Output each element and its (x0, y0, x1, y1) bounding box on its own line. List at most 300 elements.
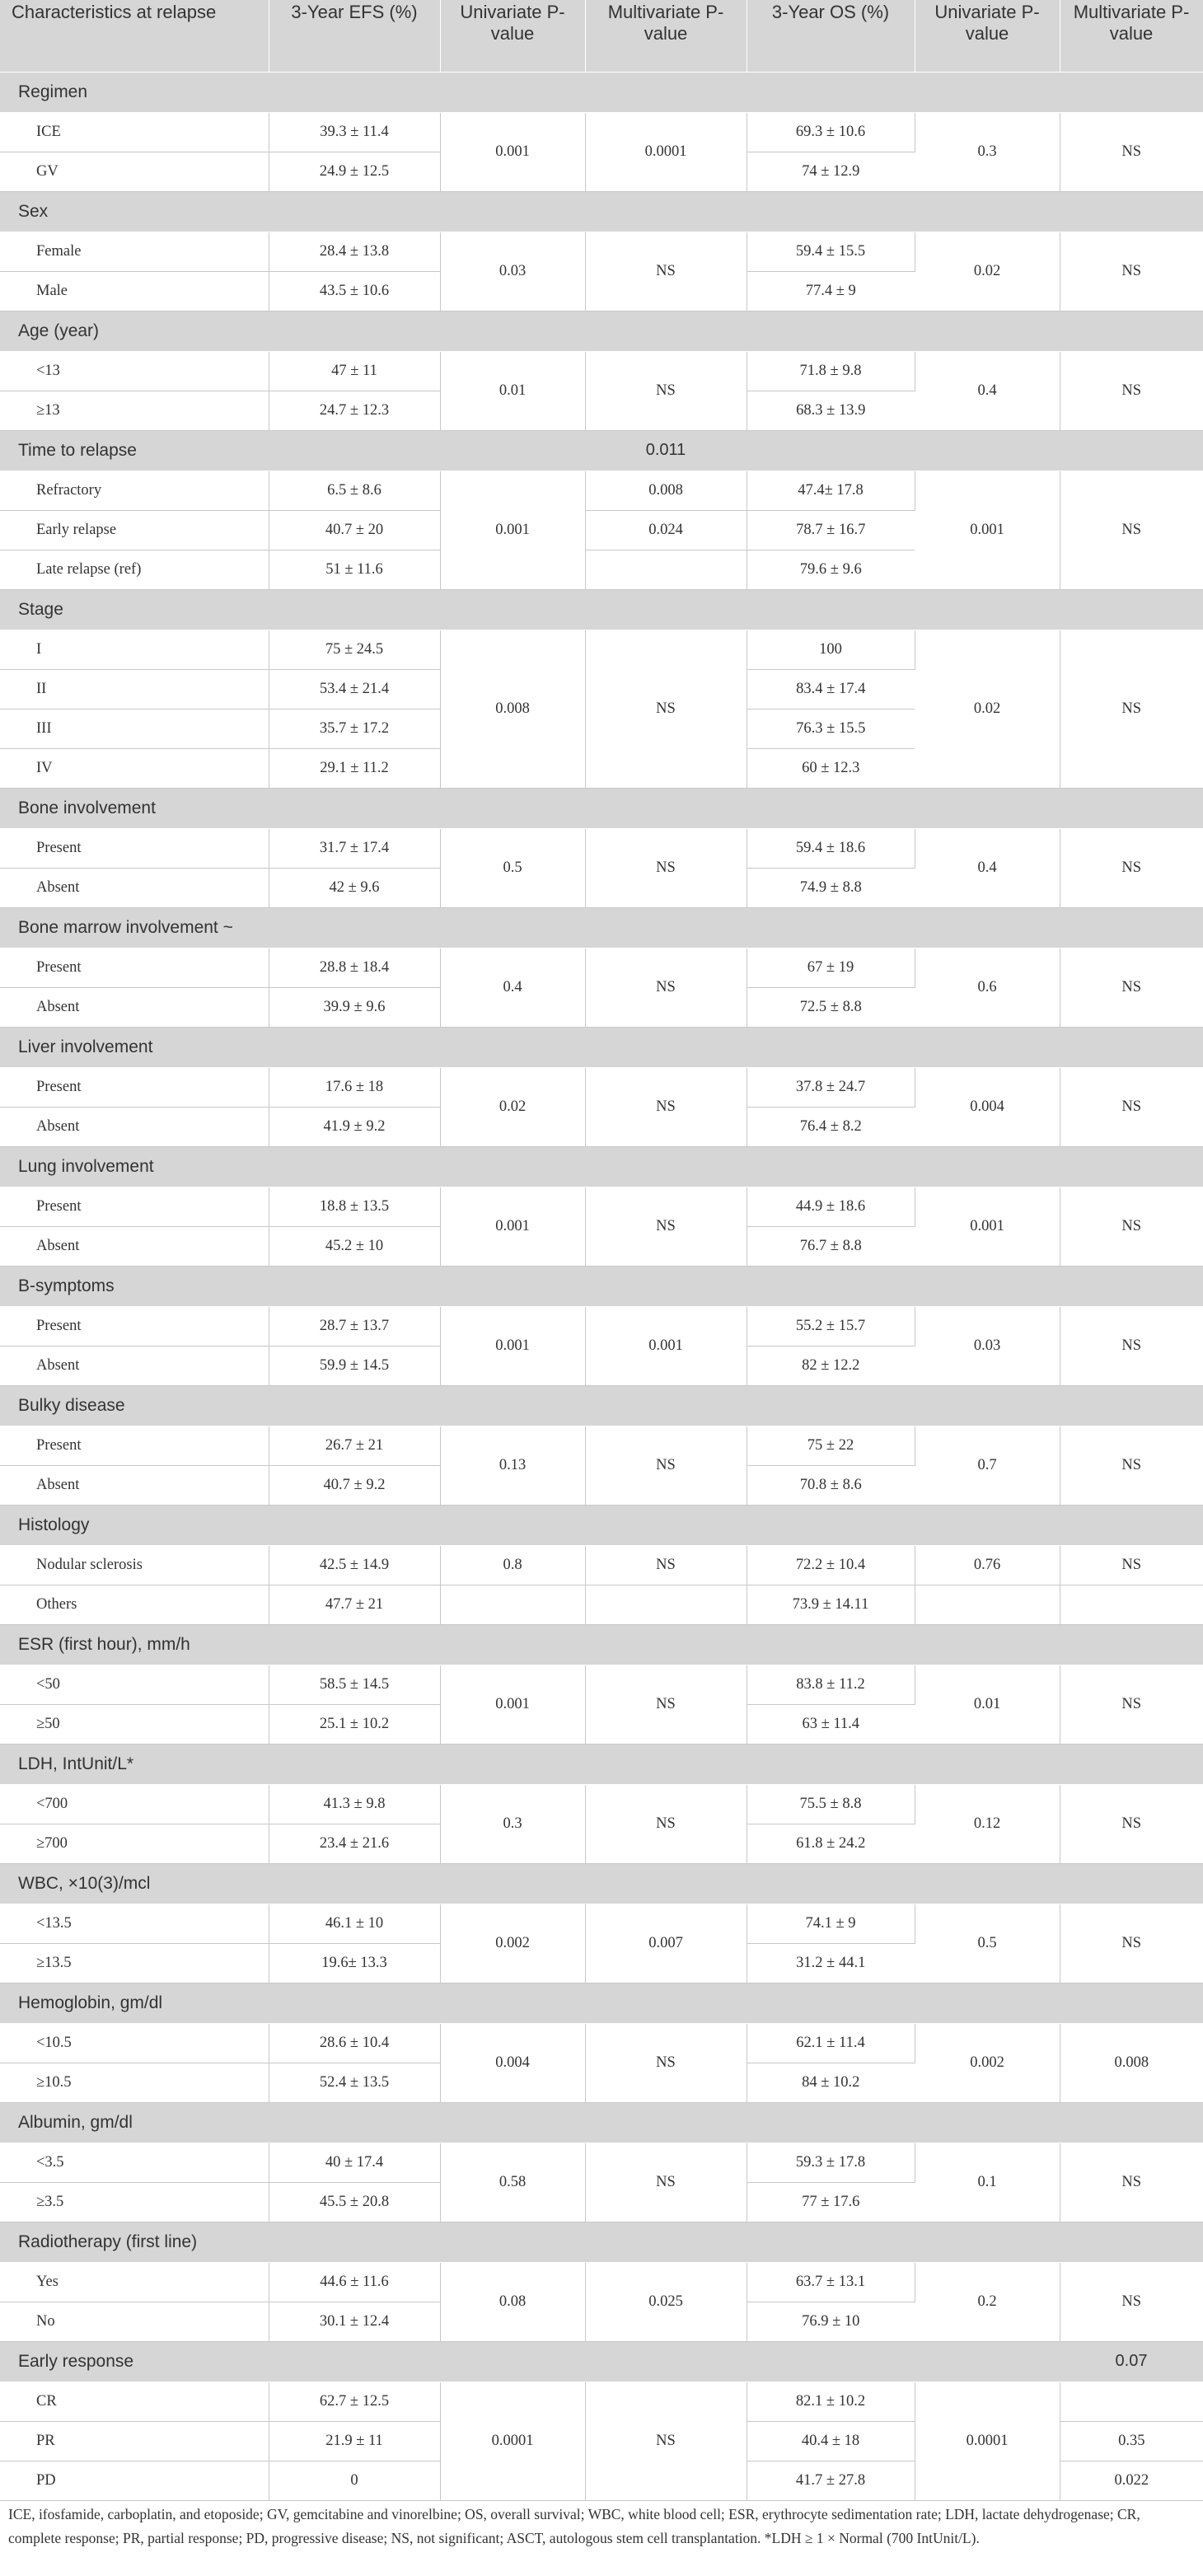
row-label: ≥3.5 (0, 2182, 269, 2222)
row-label: IV (0, 748, 269, 788)
efs-value: 25.1 ± 10.2 (269, 1704, 440, 1744)
efs-univariate-p: 0.001 (440, 1665, 585, 1744)
section-header-row (0, 907, 1203, 948)
section-title: Hemoglobin, gm/dl (0, 1983, 585, 2023)
table-row (0, 2023, 1203, 2063)
row-label: Yes (0, 2262, 269, 2302)
efs-value: 46.1 ± 10 (269, 1904, 440, 1943)
efs-value: 31.7 ± 17.4 (269, 828, 440, 868)
row-label: ≥10.5 (0, 2063, 269, 2102)
os-multivariate-p: NS (1060, 2262, 1203, 2341)
os-value: 72.2 ± 10.4 (747, 1545, 915, 1585)
efs-univariate-p: 0.001 (440, 112, 585, 191)
os-multivariate-p (1060, 1585, 1203, 1624)
section-multivariate-value (585, 311, 747, 351)
os-value: 41.7 ± 27.8 (747, 2461, 915, 2500)
row-label: Present (0, 1426, 269, 1465)
section-blank-cell (747, 1863, 915, 1904)
row-label: Absent (0, 1226, 269, 1266)
os-value: 77 ± 17.6 (747, 2182, 915, 2222)
header-os: 3-Year OS (%) (747, 0, 915, 72)
section-header-row (0, 589, 1203, 630)
os-value: 76.4 ± 8.2 (747, 1107, 915, 1146)
section-os-multivariate-value (1060, 1983, 1203, 2023)
section-blank-cell (915, 907, 1060, 948)
section-title: Lung involvement (0, 1146, 585, 1187)
row-label: I (0, 630, 269, 669)
section-blank-cell (747, 430, 915, 471)
row-label: PR (0, 2421, 269, 2461)
os-value: 77.4 ± 9 (747, 271, 915, 311)
section-multivariate-value (585, 1385, 747, 1426)
efs-value: 28.4 ± 13.8 (269, 232, 440, 271)
section-multivariate-value (585, 2102, 747, 2143)
efs-value: 45.5 ± 20.8 (269, 2182, 440, 2222)
row-label: ≥13 (0, 391, 269, 430)
os-value: 40.4 ± 18 (747, 2421, 915, 2461)
efs-value: 35.7 ± 17.2 (269, 709, 440, 748)
os-multivariate-p: NS (1060, 471, 1203, 589)
os-value: 47.4± 17.8 (747, 471, 915, 510)
os-multivariate-p: NS (1060, 1306, 1203, 1385)
os-univariate-p: 0.2 (915, 2262, 1060, 2341)
os-value: 63 ± 11.4 (747, 1704, 915, 1744)
os-value: 73.9 ± 14.11 (747, 1585, 915, 1624)
os-univariate-p: 0.4 (915, 828, 1060, 907)
os-multivariate-p: NS (1060, 1545, 1203, 1585)
section-header-row (0, 1027, 1203, 1067)
section-os-multivariate-value (1060, 1385, 1203, 1426)
os-value: 61.8 ± 24.2 (747, 1824, 915, 1863)
os-value: 55.2 ± 15.7 (747, 1306, 915, 1346)
efs-value: 47.7 ± 21 (269, 1585, 440, 1624)
section-title: WBC, ×10(3)/mcl (0, 1863, 585, 1904)
efs-value: 47 ± 11 (269, 351, 440, 391)
section-multivariate-value (585, 1266, 747, 1306)
table-row (0, 232, 1203, 271)
os-multivariate-p: 0.35 (1060, 2421, 1203, 2461)
os-value: 74.1 ± 9 (747, 1904, 915, 1943)
table-footnote: ICE, ifosfamide, carboplatin, and etoposide; GV, gemcitabine and vinorelbine; OS, overall survival; WBC, white blood cell; ESR, erythrocyte sedimentation rate; LDH, lactate dehydrogenase; CR, complete response; PR, partial response; PD, progressive disease; NS, not significant; ASCT, autologous stem cell transplantation. *LDH ≥ 1 × Normal (700 IntUnit/L). (8, 2505, 1140, 2546)
section-blank-cell (747, 589, 915, 630)
efs-value: 39.3 ± 11.4 (269, 112, 440, 152)
row-label: Nodular sclerosis (0, 1545, 269, 1585)
row-label: Female (0, 232, 269, 271)
section-header-row (0, 2222, 1203, 2262)
efs-multivariate-p: 0.008 (585, 471, 747, 510)
section-title: Albumin, gm/dl (0, 2102, 585, 2143)
efs-value: 53.4 ± 21.4 (269, 669, 440, 709)
os-multivariate-p: NS (1060, 232, 1203, 311)
section-title: Histology (0, 1505, 585, 1545)
section-os-multivariate-value (1060, 1146, 1203, 1187)
efs-multivariate-p: NS (585, 1665, 747, 1744)
efs-univariate-p: 0.03 (440, 232, 585, 311)
row-label: Absent (0, 1346, 269, 1385)
os-value: 59.4 ± 15.5 (747, 232, 915, 271)
row-label: II (0, 669, 269, 709)
efs-value: 40.7 ± 9.2 (269, 1465, 440, 1505)
section-blank-cell (747, 1385, 915, 1426)
table-row (0, 2382, 1203, 2421)
row-label: <3.5 (0, 2143, 269, 2182)
section-os-multivariate-value (1060, 72, 1203, 112)
os-univariate-p: 0.03 (915, 1306, 1060, 1385)
os-multivariate-p: NS (1060, 112, 1203, 191)
os-univariate-p: 0.12 (915, 1784, 1060, 1863)
efs-value: 18.8 ± 13.5 (269, 1187, 440, 1226)
table-header-row (0, 0, 1203, 72)
os-value: 74 ± 12.9 (747, 152, 915, 191)
efs-value: 39.9 ± 9.6 (269, 987, 440, 1027)
table-row (0, 630, 1203, 669)
section-os-multivariate-value (1060, 1624, 1203, 1665)
section-os-multivariate-value (1060, 1505, 1203, 1545)
section-header-row (0, 1744, 1203, 1784)
section-blank-cell (915, 1027, 1060, 1067)
os-multivariate-p: 0.008 (1060, 2023, 1203, 2102)
os-multivariate-p: NS (1060, 828, 1203, 907)
os-value: 79.6 ± 9.6 (747, 550, 915, 589)
os-univariate-p: 0.001 (915, 1187, 1060, 1266)
efs-multivariate-p: 0.001 (585, 1306, 747, 1385)
efs-multivariate-p: 0.024 (585, 510, 747, 550)
efs-value: 51 ± 11.6 (269, 550, 440, 589)
os-value: 31.2 ± 44.1 (747, 1943, 915, 1983)
section-header-row (0, 1146, 1203, 1187)
efs-multivariate-p: NS (585, 1784, 747, 1863)
section-multivariate-value (585, 589, 747, 630)
section-header-row (0, 1863, 1203, 1904)
table-row (0, 1067, 1203, 1107)
section-blank-cell (747, 1146, 915, 1187)
os-value: 69.3 ± 10.6 (747, 112, 915, 152)
os-value: 74.9 ± 8.8 (747, 868, 915, 907)
row-label: Early relapse (0, 510, 269, 550)
section-header-row (0, 1983, 1203, 2023)
efs-multivariate-p: NS (585, 2143, 747, 2222)
os-univariate-p: 0.02 (915, 630, 1060, 788)
table-row (0, 351, 1203, 391)
section-blank-cell (747, 907, 915, 948)
os-univariate-p: 0.4 (915, 351, 1060, 430)
section-multivariate-value (585, 1863, 747, 1904)
efs-value: 17.6 ± 18 (269, 1067, 440, 1107)
section-header-row (0, 311, 1203, 351)
section-blank-cell (915, 1983, 1060, 2023)
os-value: 76.7 ± 8.8 (747, 1226, 915, 1266)
efs-value: 0 (269, 2461, 440, 2500)
table-row (0, 1784, 1203, 1824)
os-univariate-p: 0.6 (915, 948, 1060, 1027)
efs-value: 52.4 ± 13.5 (269, 2063, 440, 2102)
efs-multivariate-p: NS (585, 2382, 747, 2500)
efs-univariate-p: 0.5 (440, 828, 585, 907)
efs-value: 42.5 ± 14.9 (269, 1545, 440, 1585)
section-title: Bulky disease (0, 1385, 585, 1426)
table-row (0, 948, 1203, 987)
section-os-multivariate-value (1060, 191, 1203, 232)
section-blank-cell (915, 1744, 1060, 1784)
section-blank-cell (747, 311, 915, 351)
header-os-multivariate: Multivariate P-value (1060, 0, 1203, 72)
section-blank-cell (747, 1266, 915, 1306)
os-univariate-p: 0.1 (915, 2143, 1060, 2222)
section-title: Early response (0, 2341, 585, 2382)
os-univariate-p: 0.5 (915, 1904, 1060, 1983)
efs-multivariate-p: NS (585, 1426, 747, 1505)
section-header-row (0, 1505, 1203, 1545)
table-row (0, 1585, 1203, 1624)
efs-value: 29.1 ± 11.2 (269, 748, 440, 788)
section-header-row (0, 430, 1203, 471)
efs-value: 21.9 ± 11 (269, 2421, 440, 2461)
section-os-multivariate-value (1060, 907, 1203, 948)
header-efs-univariate: Univariate P-value (440, 0, 585, 72)
section-os-multivariate-value (1060, 311, 1203, 351)
row-label: III (0, 709, 269, 748)
efs-value: 30.1 ± 12.4 (269, 2302, 440, 2341)
efs-univariate-p: 0.002 (440, 1904, 585, 1983)
row-label: Absent (0, 1465, 269, 1505)
section-multivariate-value (585, 788, 747, 828)
section-blank-cell (915, 1624, 1060, 1665)
os-multivariate-p: NS (1060, 1904, 1203, 1983)
section-os-multivariate-value (1060, 788, 1203, 828)
section-header-row (0, 788, 1203, 828)
efs-value: 41.9 ± 9.2 (269, 1107, 440, 1146)
section-header-row (0, 1266, 1203, 1306)
efs-value: 28.6 ± 10.4 (269, 2023, 440, 2063)
os-value: 63.7 ± 13.1 (747, 2262, 915, 2302)
header-efs-multivariate: Multivariate P-value (585, 0, 747, 72)
row-label: Male (0, 271, 269, 311)
row-label: Present (0, 1067, 269, 1107)
efs-multivariate-p (585, 550, 747, 589)
section-title: Stage (0, 589, 585, 630)
os-value: 100 (747, 630, 915, 669)
section-multivariate-value (585, 1624, 747, 1665)
os-univariate-p: 0.002 (915, 2023, 1060, 2102)
efs-value: 43.5 ± 10.6 (269, 271, 440, 311)
row-label: <50 (0, 1665, 269, 1704)
efs-value: 75 ± 24.5 (269, 630, 440, 669)
efs-multivariate-p: NS (585, 2023, 747, 2102)
efs-value: 40 ± 17.4 (269, 2143, 440, 2182)
section-os-multivariate-value (1060, 1266, 1203, 1306)
os-multivariate-p: NS (1060, 630, 1203, 788)
row-label: Present (0, 1306, 269, 1346)
table-row (0, 1904, 1203, 1943)
efs-value: 23.4 ± 21.6 (269, 1824, 440, 1863)
section-blank-cell (915, 1863, 1060, 1904)
row-label: <10.5 (0, 2023, 269, 2063)
header-characteristics: Characteristics at relapse (0, 0, 269, 72)
os-value: 83.8 ± 11.2 (747, 1665, 915, 1704)
efs-univariate-p: 0.3 (440, 1784, 585, 1863)
row-label: Absent (0, 987, 269, 1027)
efs-value: 24.9 ± 12.5 (269, 152, 440, 191)
os-value: 82 ± 12.2 (747, 1346, 915, 1385)
section-blank-cell (915, 191, 1060, 232)
section-os-multivariate-value (1060, 1027, 1203, 1067)
section-blank-cell (747, 72, 915, 112)
efs-multivariate-p: NS (585, 351, 747, 430)
section-blank-cell (747, 1027, 915, 1067)
row-label: Late relapse (ref) (0, 550, 269, 589)
os-value: 71.8 ± 9.8 (747, 351, 915, 391)
efs-value: 45.2 ± 10 (269, 1226, 440, 1266)
efs-univariate-p: 0.001 (440, 1187, 585, 1266)
os-univariate-p: 0.01 (915, 1665, 1060, 1744)
section-blank-cell (747, 788, 915, 828)
os-multivariate-p: NS (1060, 1067, 1203, 1146)
section-title: B-symptoms (0, 1266, 585, 1306)
os-multivariate-p: NS (1060, 1784, 1203, 1863)
efs-multivariate-p: NS (585, 1545, 747, 1585)
os-value: 60 ± 12.3 (747, 748, 915, 788)
os-univariate-p: 0.004 (915, 1067, 1060, 1146)
row-label: CR (0, 2382, 269, 2421)
os-value: 83.4 ± 17.4 (747, 669, 915, 709)
row-label: Present (0, 1187, 269, 1226)
efs-univariate-p: 0.08 (440, 2262, 585, 2341)
row-label: GV (0, 152, 269, 191)
section-blank-cell (915, 1385, 1060, 1426)
header-os-univariate: Univariate P-value (915, 0, 1060, 72)
efs-value: 26.7 ± 21 (269, 1426, 440, 1465)
section-multivariate-value (585, 1505, 747, 1545)
os-multivariate-p: 0.022 (1060, 2461, 1203, 2500)
os-value: 84 ± 10.2 (747, 2063, 915, 2102)
os-multivariate-p: NS (1060, 2143, 1203, 2222)
row-label: <13 (0, 351, 269, 391)
os-value: 78.7 ± 16.7 (747, 510, 915, 550)
efs-univariate-p: 0.008 (440, 630, 585, 788)
section-blank-cell (915, 1146, 1060, 1187)
section-header-row (0, 72, 1203, 112)
section-os-multivariate-value (1060, 1744, 1203, 1784)
os-value: 75.5 ± 8.8 (747, 1784, 915, 1824)
efs-multivariate-p: 0.025 (585, 2262, 747, 2341)
os-multivariate-p: NS (1060, 1665, 1203, 1744)
section-multivariate-value (585, 1027, 747, 1067)
section-title: Age (year) (0, 311, 585, 351)
section-os-multivariate-value (1060, 2102, 1203, 2143)
os-value: 82.1 ± 10.2 (747, 2382, 915, 2421)
efs-multivariate-p (585, 1585, 747, 1624)
table-row (0, 1187, 1203, 1226)
efs-univariate-p: 0.0001 (440, 2382, 585, 2500)
efs-univariate-p: 0.13 (440, 1426, 585, 1505)
os-value: 76.9 ± 10 (747, 2302, 915, 2341)
efs-value: 59.9 ± 14.5 (269, 1346, 440, 1385)
efs-univariate-p: 0.58 (440, 2143, 585, 2222)
section-blank-cell (747, 2222, 915, 2262)
table-row (0, 1545, 1203, 1585)
row-label: Present (0, 948, 269, 987)
os-value: 44.9 ± 18.6 (747, 1187, 915, 1226)
os-univariate-p: 0.76 (915, 1545, 1060, 1585)
section-blank-cell (915, 1266, 1060, 1306)
row-label: ≥700 (0, 1824, 269, 1863)
row-label: Others (0, 1585, 269, 1624)
efs-univariate-p: 0.02 (440, 1067, 585, 1146)
table-row (0, 1306, 1203, 1346)
efs-univariate-p: 0.8 (440, 1545, 585, 1585)
section-blank-cell (747, 2102, 915, 2143)
row-label: Present (0, 828, 269, 868)
section-multivariate-value (585, 907, 747, 948)
efs-value: 42 ± 9.6 (269, 868, 440, 907)
section-header-row (0, 2341, 1203, 2382)
os-value: 70.8 ± 8.6 (747, 1465, 915, 1505)
section-title: Sex (0, 191, 585, 232)
section-title: Bone involvement (0, 788, 585, 828)
efs-value: 58.5 ± 14.5 (269, 1665, 440, 1704)
efs-value: 28.7 ± 13.7 (269, 1306, 440, 1346)
section-blank-cell (747, 1505, 915, 1545)
section-title: Regimen (0, 72, 585, 112)
section-multivariate-value (585, 1744, 747, 1784)
section-multivariate-value (585, 2341, 747, 2382)
table-row (0, 828, 1203, 868)
table-row (0, 2143, 1203, 2182)
row-label: No (0, 2302, 269, 2341)
section-blank-cell (915, 788, 1060, 828)
os-univariate-p: 0.7 (915, 1426, 1060, 1505)
efs-value: 6.5 ± 8.6 (269, 471, 440, 510)
os-univariate-p: 0.3 (915, 112, 1060, 191)
efs-value: 40.7 ± 20 (269, 510, 440, 550)
efs-univariate-p: 0.001 (440, 471, 585, 589)
section-os-multivariate-value (1060, 2222, 1203, 2262)
efs-univariate-p: 0.4 (440, 948, 585, 1027)
os-univariate-p (915, 1585, 1060, 1624)
table-body (0, 72, 1203, 2500)
os-value: 68.3 ± 13.9 (747, 391, 915, 430)
section-multivariate-value (585, 2222, 747, 2262)
efs-multivariate-p: NS (585, 948, 747, 1027)
row-label: Absent (0, 868, 269, 907)
efs-multivariate-p: NS (585, 630, 747, 788)
section-multivariate-value (585, 191, 747, 232)
section-multivariate-value (585, 1983, 747, 2023)
header-efs: 3-Year EFS (%) (269, 0, 440, 72)
section-title: Liver involvement (0, 1027, 585, 1067)
efs-multivariate-p: NS (585, 232, 747, 311)
section-title: ESR (first hour), mm/h (0, 1624, 585, 1665)
section-title: Bone marrow involvement ~ (0, 907, 585, 948)
section-blank-cell (915, 311, 1060, 351)
row-label: Absent (0, 1107, 269, 1146)
section-blank-cell (915, 2341, 1060, 2382)
efs-univariate-p: 0.004 (440, 2023, 585, 2102)
os-univariate-p: 0.0001 (915, 2382, 1060, 2500)
section-header-row (0, 1385, 1203, 1426)
os-multivariate-p: NS (1060, 1426, 1203, 1505)
section-blank-cell (915, 72, 1060, 112)
efs-multivariate-p: NS (585, 1187, 747, 1266)
efs-value: 19.6± 13.3 (269, 1943, 440, 1983)
row-label: <700 (0, 1784, 269, 1824)
efs-value: 62.7 ± 12.5 (269, 2382, 440, 2421)
os-value: 76.3 ± 15.5 (747, 709, 915, 748)
efs-multivariate-p: 0.007 (585, 1904, 747, 1983)
table-row (0, 1426, 1203, 1465)
row-label: ≥13.5 (0, 1943, 269, 1983)
os-multivariate-p: NS (1060, 948, 1203, 1027)
